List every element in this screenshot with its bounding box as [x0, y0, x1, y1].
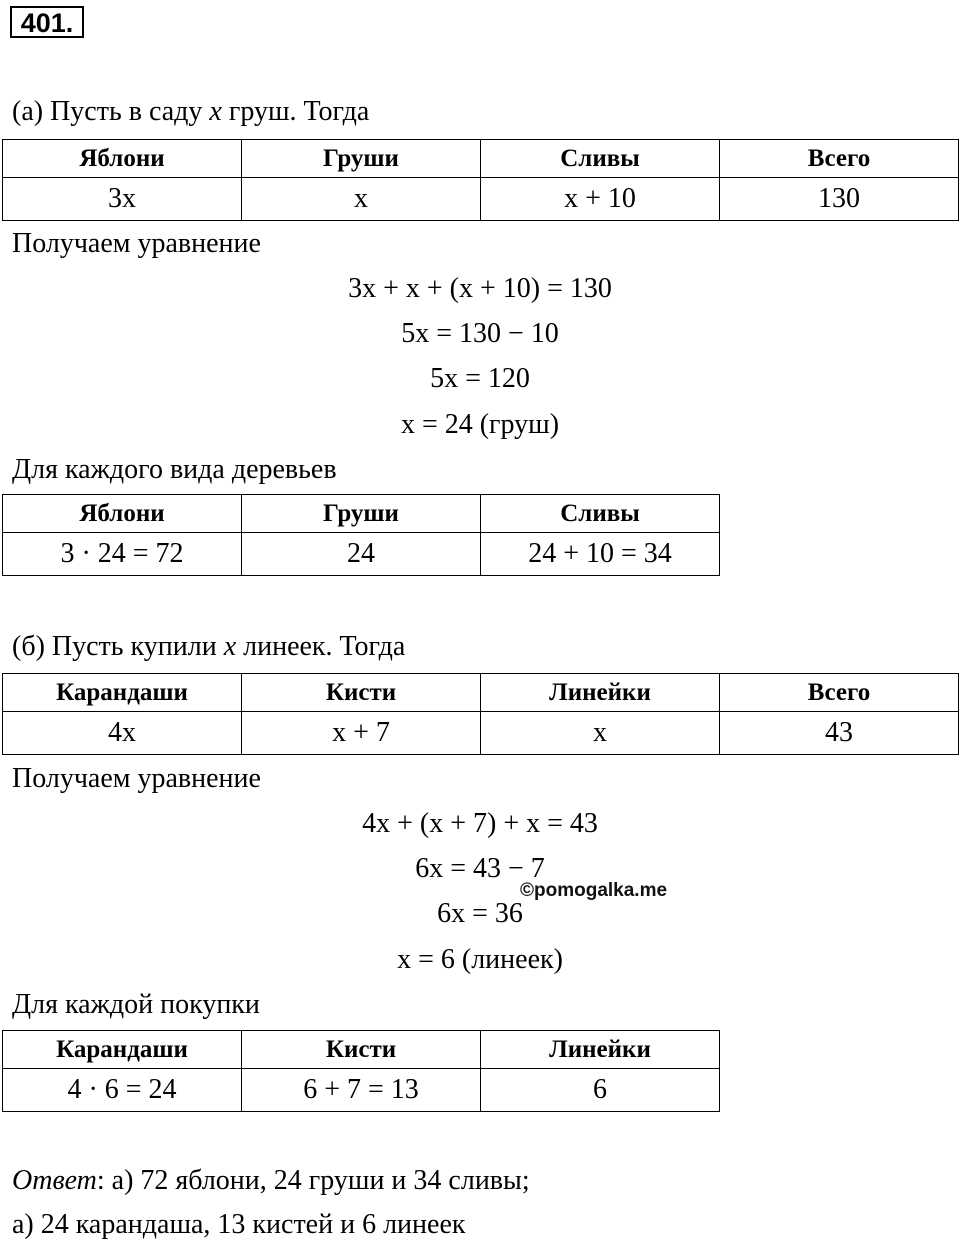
table-header: Карандаши	[3, 674, 242, 712]
part-a-intro-prefix: (а) Пусть в саду	[12, 96, 210, 127]
table-header: Яблони	[3, 495, 242, 533]
table-header: Всего	[720, 140, 959, 178]
part-a-table-quantities	[2, 139, 959, 221]
table-cell: x + 10	[481, 178, 720, 221]
part-a-intro-var: x	[209, 96, 222, 127]
table-cell: 4 · 6 = 24	[3, 1069, 242, 1112]
part-b-equation-3: 6x = 36	[437, 898, 523, 929]
table-cell: 6	[481, 1069, 720, 1112]
table-cell: 6 + 7 = 13	[242, 1069, 481, 1112]
part-a-equation-3: 5x = 120	[430, 363, 530, 394]
table-header: Кисти	[242, 674, 481, 712]
table-cell: 43	[720, 712, 959, 755]
answer-label: Ответ	[12, 1165, 97, 1196]
table-header: Груши	[242, 495, 481, 533]
table-header: Сливы	[481, 140, 720, 178]
part-b-intro-prefix: (б) Пусть купили	[12, 631, 224, 662]
part-a-equation-2: 5x = 130 − 10	[401, 318, 559, 349]
answer-text-1: : а) 72 яблони, 24 груши и 34 сливы;	[96, 1165, 530, 1196]
part-a-equation-label: Получаем уравнение	[12, 228, 261, 259]
table-cell: 130	[720, 178, 959, 221]
table-cell: 4x	[3, 712, 242, 755]
part-a-equation-4: x = 24 (груш)	[400, 409, 560, 440]
part-b-equation-1: 4x + (x + 7) + x = 43	[362, 808, 598, 839]
part-b-equation-4: x = 6 (линеек)	[397, 944, 563, 975]
table-header: Линейки	[481, 674, 720, 712]
answer-line-2: а) 24 карандаша, 13 кистей и 6 линеек	[12, 1209, 466, 1240]
table-header: Сливы	[481, 495, 720, 533]
part-a-per-kind-label: Для каждого вида деревьев	[12, 454, 337, 485]
table-cell: x	[481, 712, 720, 755]
part-b-intro-var: x	[223, 631, 237, 662]
part-b-intro	[12, 631, 405, 663]
table-header: Кисти	[242, 1031, 481, 1069]
table-header: Всего	[720, 674, 959, 712]
part-b-table-results	[2, 1030, 720, 1112]
part-b-table-quantities	[2, 673, 959, 755]
table-cell: x + 7	[242, 712, 481, 755]
problem-number: 401.	[10, 6, 84, 38]
table-cell: x	[242, 178, 481, 221]
table-header: Яблони	[3, 140, 242, 178]
table-cell: 24 + 10 = 34	[481, 533, 720, 576]
part-a-equation-1: 3x + x + (x + 10) = 130	[348, 273, 612, 304]
table-header: Линейки	[481, 1031, 720, 1069]
part-a-intro	[12, 96, 369, 128]
part-b-equation-2: 6x = 43 − 7	[415, 853, 545, 884]
table-header: Карандаши	[3, 1031, 242, 1069]
table-cell: 24	[242, 533, 481, 576]
part-a-table-results	[2, 494, 720, 576]
table-cell: 3 · 24 = 72	[3, 533, 242, 576]
part-b-equation-label: Получаем уравнение	[12, 763, 261, 794]
part-b-intro-suffix: линеек. Тогда	[236, 631, 406, 662]
answer-line-1	[12, 1165, 530, 1197]
table-cell: 3x	[3, 178, 242, 221]
table-header: Груши	[242, 140, 481, 178]
part-b-per-item-label: Для каждой покупки	[12, 989, 260, 1020]
watermark: ©pomogalka.me	[520, 880, 668, 901]
part-a-intro-suffix: груш. Тогда	[221, 96, 370, 127]
